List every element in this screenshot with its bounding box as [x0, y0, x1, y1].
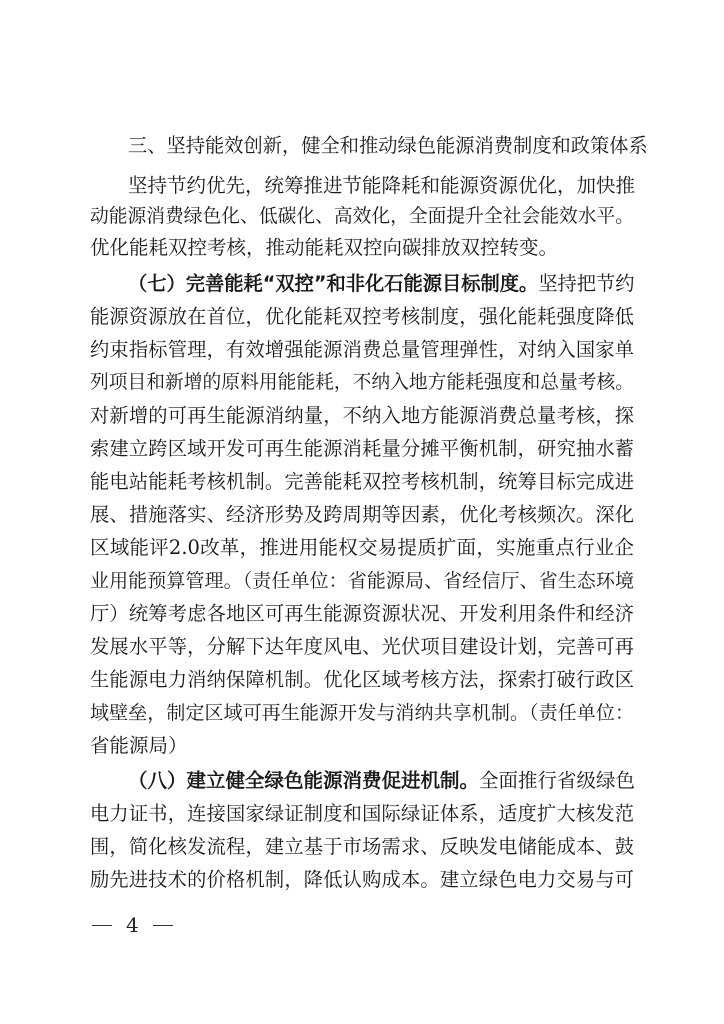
paragraph-text: 对新增的可再生能源消纳量，不纳入地方能源消费总量考核，探: [90, 404, 634, 427]
paragraph-text: 域壁垒，制定区域可再生能源开发与消纳共享机制。（责任单位：: [90, 702, 634, 724]
item7-line: [90, 431, 634, 467]
item7-line: [90, 629, 634, 665]
item7-line: [90, 497, 634, 533]
section-heading-text: 三、坚持能效创新，健全和推动绿色能源消费制度和政策体系: [128, 134, 648, 157]
paragraph-text: 发展水平等，分解下达年度风电、光伏项目建设计划，完善可再: [90, 635, 634, 658]
item7-line: [90, 695, 634, 731]
item7-title: （七）完善能耗“双控”和非化石能源目标制度。: [128, 272, 539, 295]
item7-line: [90, 398, 634, 434]
item7-line: [90, 563, 634, 599]
paragraph-text: 展、措施落实、经济形势及跨周期等因素，优化考核频次。深化: [90, 503, 634, 526]
paragraph-text: 能电站能耗考核机制。完善能耗双控考核机制，统筹目标完成进: [90, 470, 634, 493]
item7-line: [90, 332, 634, 368]
footer-dash-left: [92, 925, 112, 926]
intro-line-3: [90, 230, 634, 266]
item7-first-line: [90, 266, 634, 302]
paragraph-text: 能源资源放在首位，优化能耗双控考核制度，强化能耗强度降低: [90, 305, 634, 328]
page-footer: [92, 910, 212, 940]
item7-line: [90, 662, 634, 698]
paragraph-text: 约束指标管理，有效增强能源消费总量管理弹性，对纳入国家单: [90, 338, 634, 361]
item8-title: （八）建立健全绿色能源消费促进机制。: [128, 769, 480, 792]
item7-line: [90, 299, 634, 335]
paragraph-text: 索建立跨区域开发可再生能源消耗量分摊平衡机制，研究抽水蓄: [90, 437, 634, 460]
item8-first-line: [90, 763, 634, 799]
item7-line: [90, 464, 634, 500]
intro-text: 动能源消费绿色化、低碳化、高效化，全面提升全社会能效水平。: [90, 206, 634, 227]
paragraph-text: 电力证书，连接国家绿证制度和国际绿证体系，适度扩大核发范: [90, 802, 634, 825]
item8-line: [90, 796, 634, 832]
paragraph-text: 厅）统筹考虑各地区可再生能源资源状况、开发利用条件和经济: [90, 602, 634, 625]
item7-line: [90, 596, 634, 632]
item7-first-line-text: 坚持把节约: [538, 272, 635, 295]
item8-first-line-text: 全面推行省级绿色: [479, 769, 636, 792]
item7-line: [90, 728, 634, 764]
paragraph-text: 生能源电力消纳保障机制。优化区域考核方法，探索打破行政区: [90, 668, 634, 691]
paragraph-text: 列项目和新增的原料用能能耗，不纳入地方能耗强度和总量考核。: [90, 372, 634, 393]
item8-line: [90, 829, 634, 865]
intro-text: 坚持节约优先，统筹推进节能降耗和能源资源优化，加快推: [128, 174, 636, 197]
page-number: 4: [126, 913, 139, 937]
item7-line: [90, 530, 634, 566]
footer-dash-right: [153, 925, 173, 926]
paragraph-text: 省能源局）: [90, 734, 188, 757]
item8-line: [90, 862, 634, 898]
item7-line: [90, 365, 634, 401]
section-heading: [128, 128, 648, 164]
intro-text: 优化能耗双控考核，推动能耗双控向碳排放双控转变。: [90, 236, 559, 259]
paragraph-text: 区域能评2.0改革，推进用能权交易提质扩面，实施重点行业企: [90, 536, 634, 559]
paragraph-text: 围，简化核发流程，建立基于市场需求、反映发电储能成本、鼓: [90, 835, 634, 858]
paragraph-text: 励先进技术的价格机制，降低认购成本。建立绿色电力交易与可: [90, 868, 634, 891]
paragraph-text: 业用能预算管理。（责任单位：省能源局、省经信厅、省生态环境: [90, 570, 634, 592]
